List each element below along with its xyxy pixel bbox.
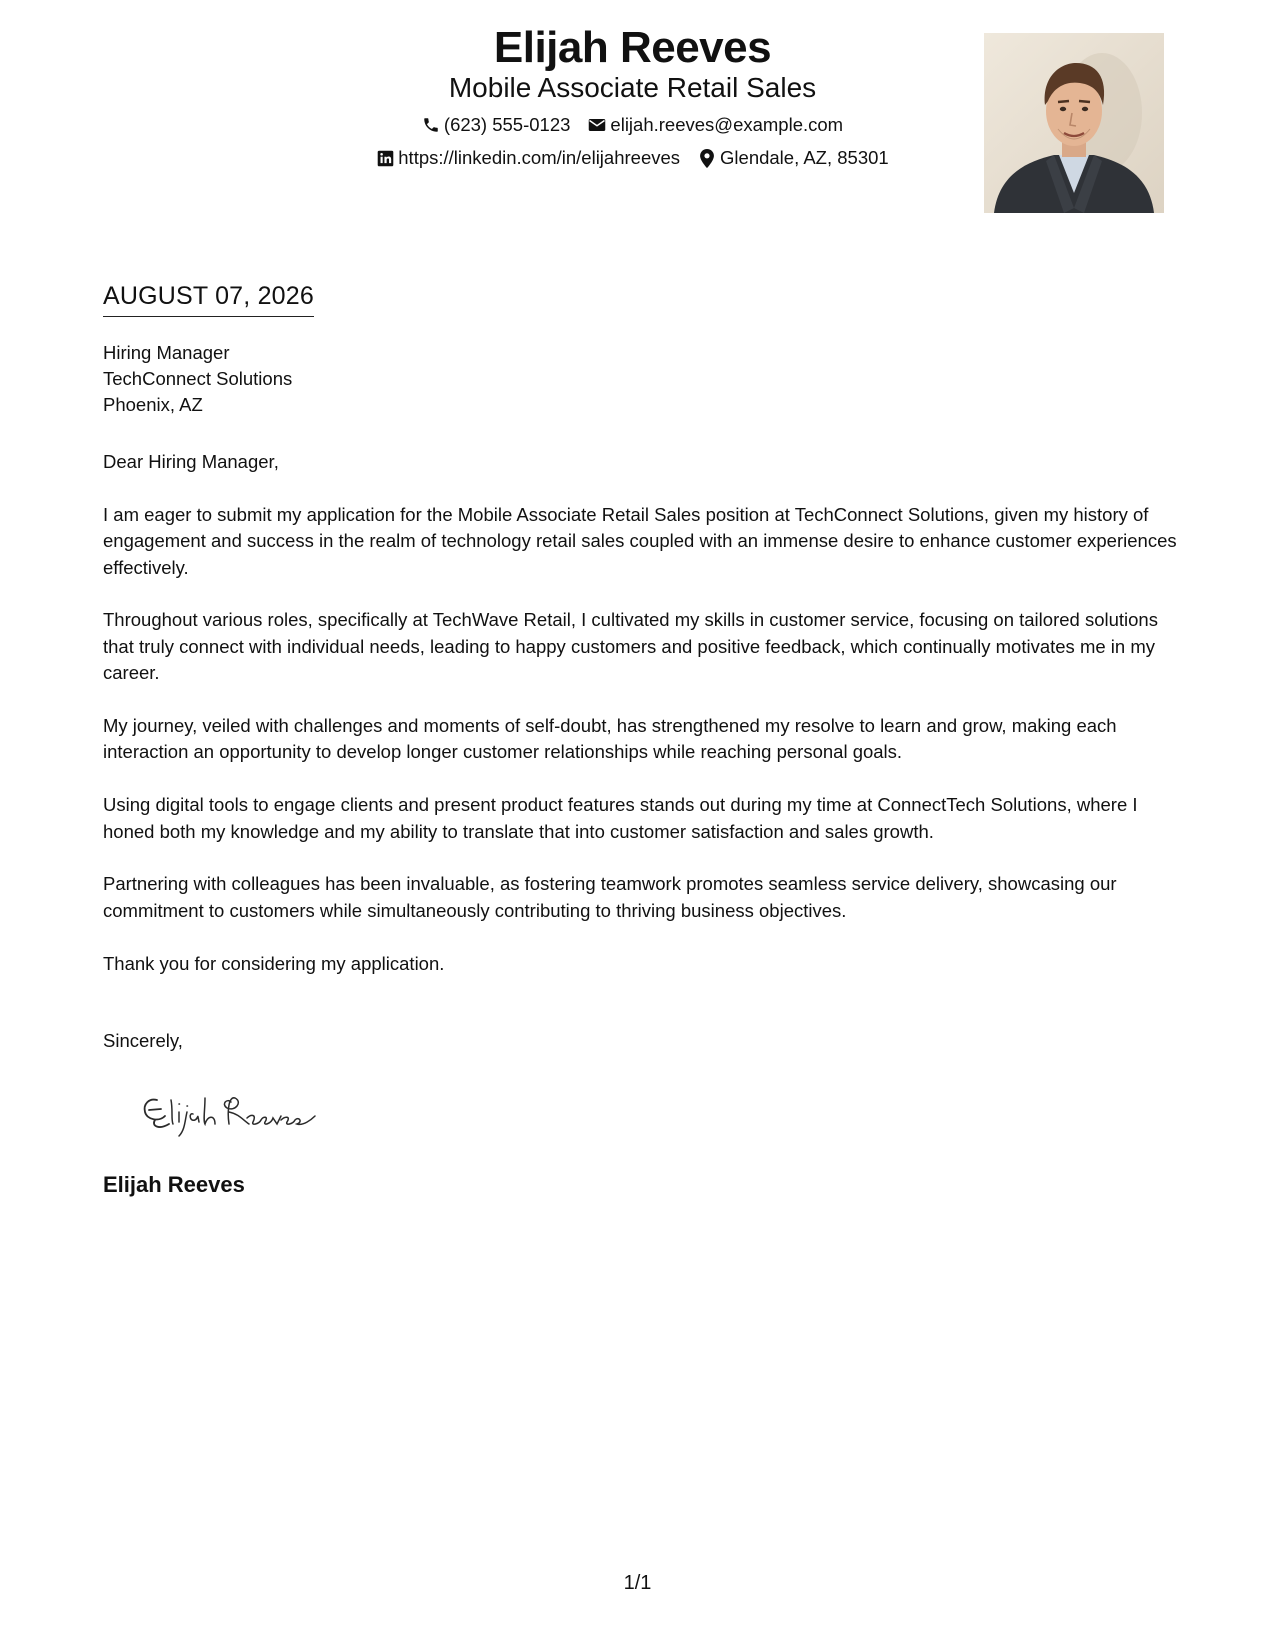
recipient-title: Hiring Manager	[103, 342, 230, 363]
linkedin-text: https://linkedin.com/in/elijahreeves	[398, 147, 681, 168]
phone-icon	[422, 116, 440, 134]
contact-location	[698, 146, 889, 170]
phone-text: (623) 555-0123	[443, 114, 571, 135]
thank-you-paragraph: Thank you for considering my application.	[103, 952, 445, 974]
recipient-city: Phoenix, AZ	[103, 394, 203, 415]
body-paragraph: I am eager to submit my application for the Mobile Associate Retail Sales position at TechConnect Solutions, given my history of engagement and success in the realm of technology retail sales coupled with an immense desire to enhance customer experiences effectively.	[103, 503, 1177, 578]
letter-date: AUGUST 07, 2026	[103, 280, 314, 317]
salutation: Dear Hiring Manager,	[103, 451, 279, 472]
contact-phone[interactable]	[422, 113, 571, 137]
page-number: 1/1	[623, 1572, 652, 1594]
map-pin-icon	[698, 149, 716, 167]
body-paragraph: Partnering with colleagues has been invaluable, as fostering teamwork promotes seamless service delivery, showcasing our commitment to customers while simultaneously contributing to thriving business objectives.	[103, 873, 1117, 921]
applicant-name: Elijah Reeves	[493, 23, 772, 72]
body-paragraph: Using digital tools to engage clients and present product features stands out during my time at ConnectTech Solutions, where I honed both my knowledge and my ability to translate that into customer satisfaction and sales growth.	[103, 794, 1138, 842]
recipient-company: TechConnect Solutions	[103, 368, 293, 389]
profile-photo	[984, 33, 1164, 213]
handwritten-signature	[135, 1080, 335, 1140]
email-text: elijah.reeves@example.com	[610, 114, 844, 135]
contact-email[interactable]	[588, 113, 843, 137]
contact-linkedin[interactable]	[376, 146, 680, 170]
letter-body	[103, 449, 1183, 1003]
envelope-icon	[588, 116, 606, 134]
job-title: Mobile Associate Retail Sales	[448, 72, 817, 103]
body-paragraph: My journey, veiled with challenges and moments of self-doubt, has strengthened my resolve to learn and grow, making each interaction an opportunity to develop longer customer relationships while reaching personal goals.	[103, 715, 1117, 763]
recipient-block	[103, 340, 292, 418]
closing: Sincerely,	[103, 1030, 183, 1051]
signer-name: Elijah Reeves	[103, 1172, 245, 1197]
location-text: Glendale, AZ, 85301	[720, 147, 889, 168]
body-paragraph: Throughout various roles, specifically at TechWave Retail, I cultivated my skills in customer service, focusing on tailored solutions that truly connect with individual needs, leading to happy customers and positive feedback, which continually motivates me in my career.	[103, 609, 1158, 684]
linkedin-icon	[376, 149, 394, 167]
